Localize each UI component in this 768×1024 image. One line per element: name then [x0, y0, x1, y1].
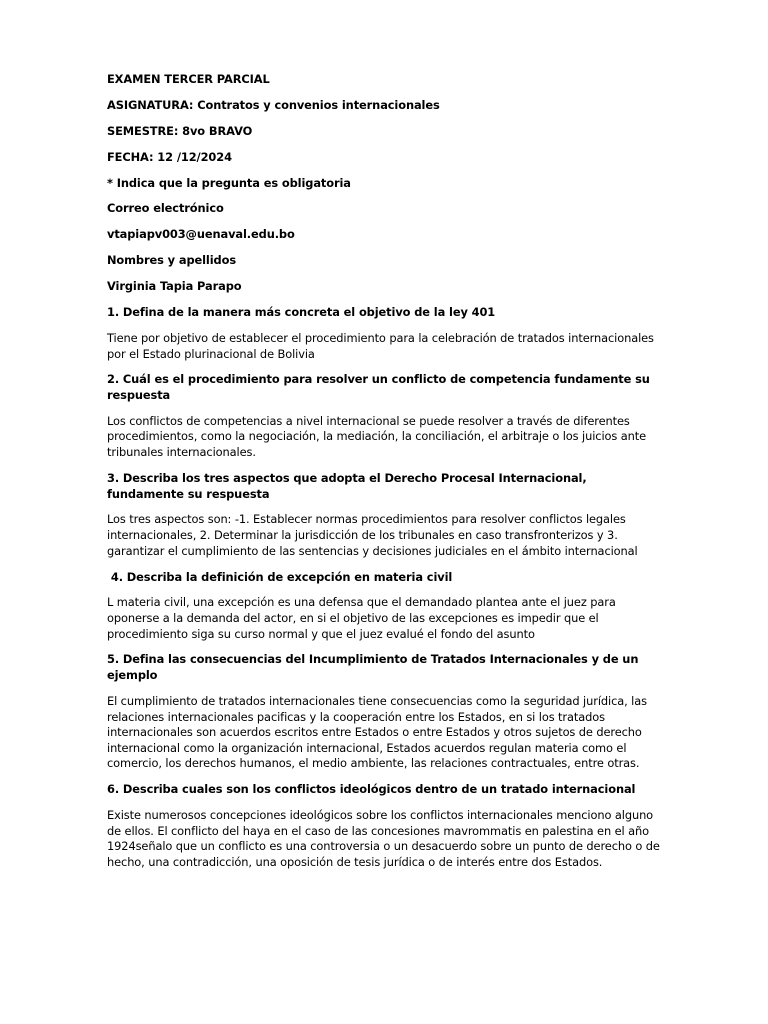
- answer-5: El cumplimiento de tratados internacionales tiene consecuencias como la seguridad jurídica, las relaciones internacionales pacificas y la cooperación entre los Estados, en si los tratados internacionales son acuerdos escritos entre Estados o entre Estados y otros sujetos de derecho internacional como la organización internacional, Estados acuerdos regulan materia como el comercio, los derechos humanos, el medio ambiente, las relaciones contractuales, entre otras.: [107, 693, 647, 771]
- exam-title: EXAMEN TERCER PARCIAL: [107, 72, 270, 86]
- question-6: 6. Describa cuales son los conflictos ideológicos dentro de un tratado internacional: [107, 782, 636, 797]
- subject-line: ASIGNATURA: Contratos y convenios internacionales: [107, 97, 440, 112]
- answer-3: Los tres aspectos son: -1. Establecer normas procedimientos para resolver conflictos legales internacionales, 2. Determinar la jurisdicción de los tribunales en caso transfronterizos y 3. garantizar el cumplimiento de las sentencias y decisiones judiciales en el ámbito internacional: [107, 512, 638, 558]
- date-line: FECHA: 12 /12/2024: [107, 149, 232, 164]
- answer-6: Existe numerosos concepciones ideológicos sobre los conflictos internacionales menciono alguno de ellos. El conflicto del haya en el caso de las concesiones mavrommatis en palestina en el año 1924señalo que un conflicto es una controversia o un desacuerdo sobre un punto de derecho o de hecho, una contradicción, una oposición de tesis jurídica o de interés entre dos Estados.: [107, 808, 660, 869]
- name-value: Virginia Tapia Parapo: [107, 279, 242, 294]
- question-5: 5. Defina las consecuencias del Incumplimiento de Tratados Internacionales y de un ejemplo: [107, 652, 639, 683]
- document-page: [107, 72, 667, 881]
- semester-line: SEMESTRE: 8vo BRAVO: [107, 123, 253, 138]
- name-label: Nombres y apellidos: [107, 253, 236, 268]
- answer-4: L materia civil, una excepción es una defensa que el demandado plantea ante el juez para oponerse a la demanda del actor, en si el objetivo de las excepciones es impedir que el procedimiento siga su curso normal y que el juez evalué el fondo del asunto: [107, 595, 616, 641]
- answer-2: Los conflictos de competencias a nivel internacional se puede resolver a través de diferentes procedimientos, como la negociación, la mediación, la conciliación, el arbitraje o los juicios ante tribunales internacionales.: [107, 413, 647, 460]
- question-3: 3. Describa los tres aspectos que adopta el Derecho Procesal Internacional, fundamente su respuesta: [107, 470, 587, 501]
- question-1: 1. Defina de la manera más concreta el objetivo de la ley 401: [107, 305, 496, 320]
- answer-1: Tiene por objetivo de establecer el procedimiento para la celebración de tratados internacionales por el Estado plurinacional de Bolivia: [107, 330, 654, 361]
- question-2: 2. Cuál es el procedimiento para resolver un conflicto de competencia fundamente su respuesta: [107, 372, 650, 402]
- email-value: vtapiapv003@uenaval.edu.bo: [107, 227, 295, 242]
- email-label: Correo electrónico: [107, 201, 224, 216]
- required-note: * Indica que la pregunta es obligatoria: [107, 175, 351, 190]
- question-4: 4. Describa la definición de excepción en materia civil: [107, 569, 453, 584]
